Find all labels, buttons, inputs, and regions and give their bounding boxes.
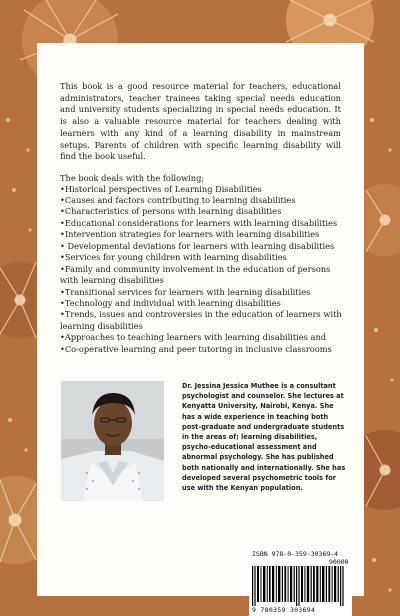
topics-list (60, 184, 350, 356)
topic-item: •Causes and factors contributing to learning disabilities (60, 194, 296, 205)
book-description: This book is a good resource material for teachers, educational administrators, teacher trainees taking special needs education and university students specializing in special needs education. It is also a valuable resource material for teachers dealing with learners with any kind of a learning disability in mainstream setups. Parents of children with specific learning disability will find the book useful. (60, 81, 341, 162)
topic-item: •Co-operative learning and peer tutoring in inclusive classrooms (60, 343, 332, 354)
topic-item: • Developmental deviations for learners with learning disabilities (60, 240, 335, 251)
topic-item: •Educational considerations for learners with learning disabilities (60, 217, 338, 228)
topic-item: •Family and community involvement in the education of persons with learning disabilities (60, 263, 331, 286)
isbn-barcode (249, 548, 352, 616)
isbn-text: ISBN 978-0-359-30369-4 (252, 550, 339, 558)
price-code: 90000 (329, 558, 349, 566)
author-bio: Dr. Jessina Jessica Muthee is a consultant psychologist and counselor. She lectures at Kenyatta University, Nairobi, Kenya. She has a wide experience in teaching both post-graduate and undergraduate students in the areas of; learning disabilities, psycho-educational assessment and abnormal psychology. She has published both nationally and internationally. She has developed several psychometric tools for use with the Kenyan population. (182, 382, 346, 493)
topic-item: •Intervention strategies for learners with learning disabilities (60, 229, 320, 240)
barcode-digits: 9 780359 303694 (252, 606, 316, 614)
author-photo (61, 381, 164, 501)
topic-item: •Approaches to teaching learners with learning disabilities and (60, 332, 327, 343)
topic-item: •Transitional services for learners with learning disabilities (60, 286, 311, 297)
topic-item: •Characteristics of persons with learning disabilities (60, 206, 282, 217)
topics-intro: The book deals with the following; (60, 173, 205, 183)
topic-item: •Historical perspectives of Learning Disabilities (60, 183, 262, 194)
topic-item: •Technology and individual with learning disabilities (60, 298, 281, 309)
barcode-bars (252, 566, 349, 606)
topic-item: •Trends, issues and controversies in the education of learners with learning disabilities (60, 309, 342, 331)
topic-item: •Services for young children with learning disabilities (60, 252, 287, 263)
back-cover-panel (37, 43, 364, 614)
